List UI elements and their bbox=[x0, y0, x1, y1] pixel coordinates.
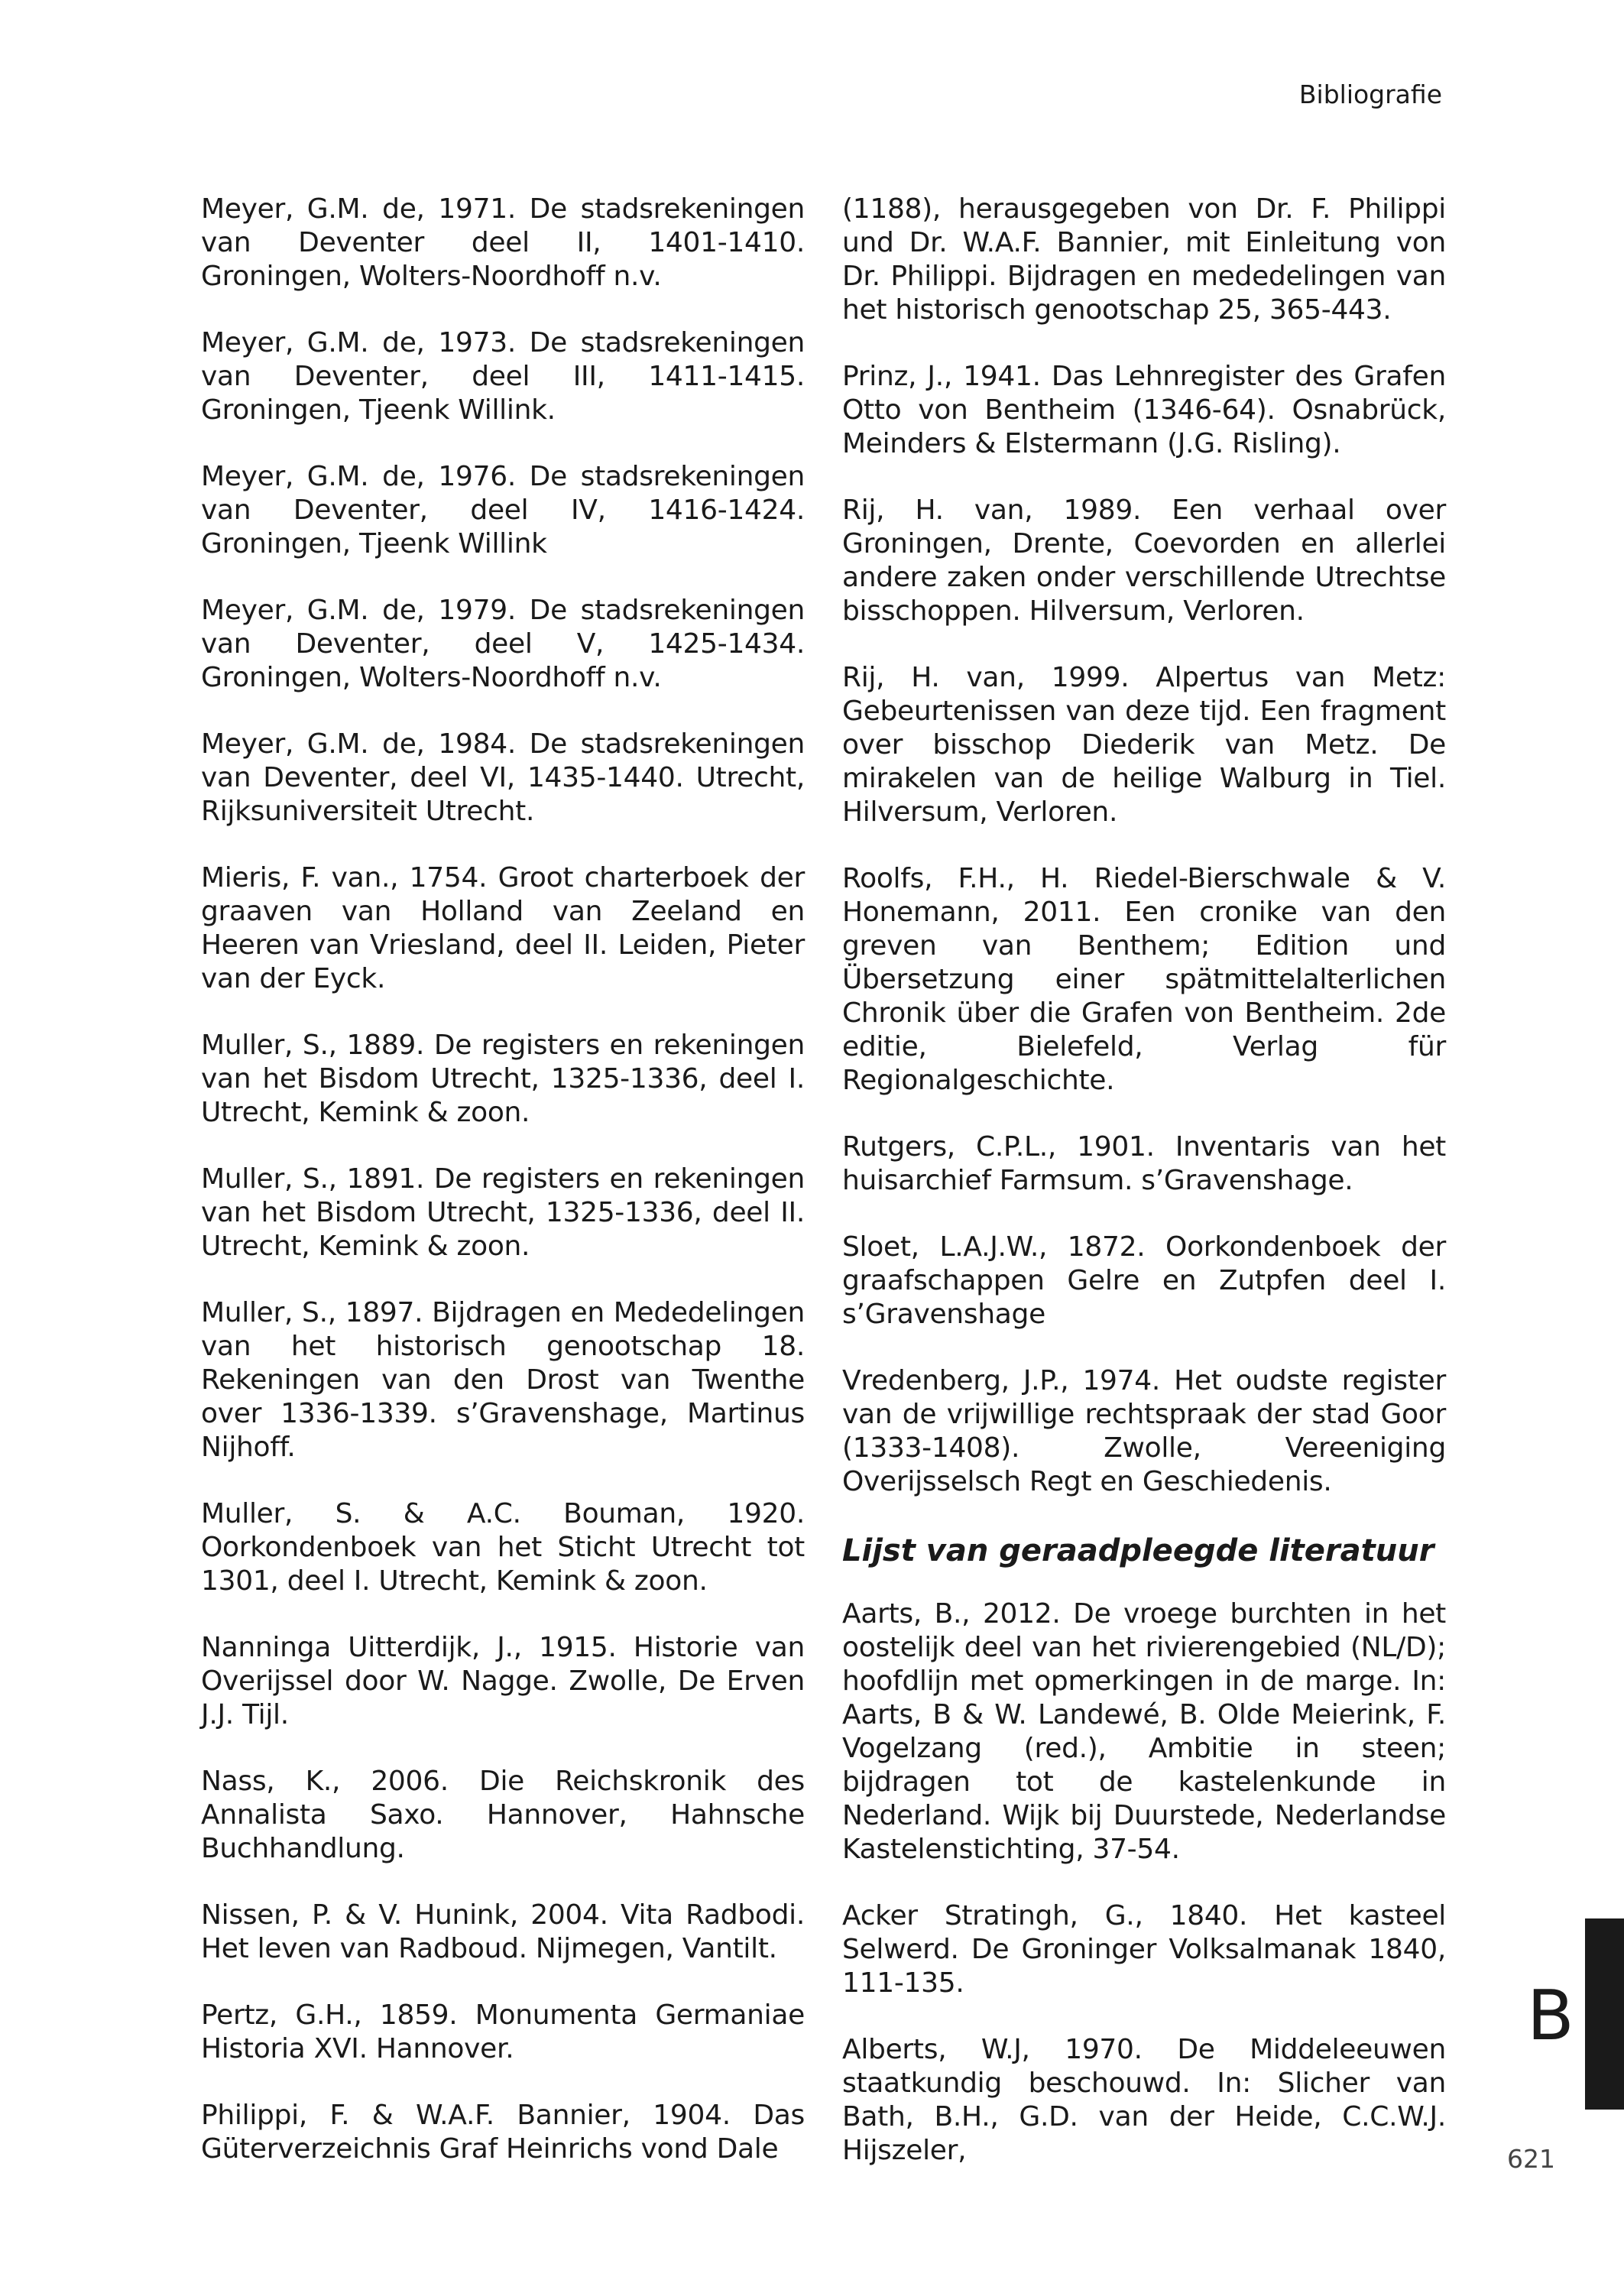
page-number: 621 bbox=[1507, 2144, 1555, 2174]
bibliography-entry: Prinz, J., 1941. Das Lehnregister des Grafen Otto von Bentheim (1346-64). Osnabrück, Meinders & Elstermann (J.G. Risling). bbox=[842, 361, 1446, 459]
bibliography-entry: Sloet, L.A.J.W., 1872. Oorkondenboek der graafschappen Gelre en Zutpfen deel I. s’Gravenshage bbox=[842, 1231, 1446, 1330]
bibliography-entry: Muller, S., 1891. De registers en rekeningen van het Bisdom Utrecht, 1325-1336, deel II. Utrecht, Kemink & zoon. bbox=[201, 1163, 805, 1262]
bibliography-entry: Acker Stratingh, G., 1840. Het kasteel Selwerd. De Groninger Volksalmanak 1840, 111-135. bbox=[842, 1900, 1446, 1999]
bibliography-entry: Nass, K., 2006. Die Reichskronik des Annalista Saxo. Hannover, Hahnsche Buchhandlung. bbox=[201, 1766, 805, 1864]
section-heading: Lijst van geraadpleegde literatuur bbox=[842, 1533, 1434, 1568]
bibliography-entry: Aarts, B., 2012. De vroege burchten in het oostelijk deel van het rivierengebied (NL/D); hoofdlijn met opmerkingen in de marge. In: Aarts, B & W. Landewé, B. Olde Meierink, F. Vogelzang (red.), Ambitie in steen; bijdragen tot de kastelenkunde in Nederland. Wijk bij Duurstede, Nederlandse Kastelenstichting, 37-54. bbox=[842, 1598, 1446, 1865]
thumb-index-letter: B bbox=[1527, 1976, 1574, 2056]
bibliography-entry: Meyer, G.M. de, 1979. De stadsrekeningen van Deventer, deel V, 1425-1434. Groningen, Wolters-Noordhoff n.v. bbox=[201, 595, 805, 693]
thumb-index-tab bbox=[1585, 1918, 1624, 2110]
bibliography-entry: (1188), herausgegeben von Dr. F. Philippi und Dr. W.A.F. Bannier, mit Einleitung von Dr. Philippi. Bijdragen en mededelingen van het historisch genootschap 25, 365-443. bbox=[842, 193, 1446, 326]
bibliography-entry: Meyer, G.M. de, 1976. De stadsrekeningen van Deventer, deel IV, 1416-1424. Groningen, Tjeenk Willink bbox=[201, 461, 805, 559]
bibliography-entry: Nissen, P. & V. Hunink, 2004. Vita Radbodi. Het leven van Radboud. Nijmegen, Vantilt. bbox=[201, 1899, 805, 1964]
bibliography-entry: Muller, S., 1889. De registers en rekeningen van het Bisdom Utrecht, 1325-1336, deel I. Utrecht, Kemink & zoon. bbox=[201, 1030, 805, 1128]
bibliography-entry: Mieris, F. van., 1754. Groot charterboek der graaven van Holland van Zeeland en Heeren van Vriesland, deel II. Leiden, Pieter van der Eyck. bbox=[201, 862, 805, 994]
bibliography-entry: Roolfs, F.H., H. Riedel-Bierschwale & V. Honemann, 2011. Een cronike van den greven van Benthem; Edition und Übersetzung einer spätmittelalterlichen Chronik über die Grafen von Bentheim. 2de editie, Bielefeld, Verlag für Regionalgeschichte. bbox=[842, 863, 1446, 1096]
bibliography-entry: Meyer, G.M. de, 1984. De stadsrekeningen van Deventer, deel VI, 1435-1440. Utrecht, Rijksuniversiteit Utrecht. bbox=[201, 728, 805, 827]
bibliography-entry: Nanninga Uitterdijk, J., 1915. Historie van Overijssel door W. Nagge. Zwolle, De Erven J.J. Tijl. bbox=[201, 1632, 805, 1730]
bibliography-entry: Alberts, W.J, 1970. De Middeleeuwen staatkundig beschouwd. In: Slicher van Bath, B.H., G.D. van der Heide, C.C.W.J. Hijszeler, bbox=[842, 2034, 1446, 2166]
bibliography-entry: Meyer, G.M. de, 1971. De stadsrekeningen van Deventer deel II, 1401-1410. Groningen, Wolters-Noordhoff n.v. bbox=[201, 193, 805, 292]
bibliography-entry: Meyer, G.M. de, 1973. De stadsrekeningen van Deventer, deel III, 1411-1415. Groningen, Tjeenk Willink. bbox=[201, 327, 805, 426]
bibliography-entry: Rij, H. van, 1989. Een verhaal over Groningen, Drente, Coevorden en allerlei andere zaken onder verschillende Utrechtse bisschoppen. Hilversum, Verloren. bbox=[842, 495, 1446, 627]
bibliography-entry: Rutgers, C.P.L., 1901. Inventaris van het huisarchief Farmsum. s’Gravenshage. bbox=[842, 1131, 1446, 1196]
bibliography-entry: Muller, S. & A.C. Bouman, 1920. Oorkondenboek van het Sticht Utrecht tot 1301, deel I. Utrecht, Kemink & zoon. bbox=[201, 1498, 805, 1597]
bibliography-entry: Rij, H. van, 1999. Alpertus van Metz: Gebeurtenissen van deze tijd. Een fragment over bisschop Diederik van Metz. De mirakelen van de heilige Walburg in Tiel. Hilversum, Verloren. bbox=[842, 662, 1446, 828]
bibliography-entry: Vredenberg, J.P., 1974. Het oudste register van de vrijwillige rechtspraak der stad Goor (1333-1408). Zwolle, Vereeniging Overijsselsch Regt en Geschiedenis. bbox=[842, 1365, 1446, 1497]
bibliography-entry: Philippi, F. & W.A.F. Bannier, 1904. Das Güterverzeichnis Graf Heinrichs vond Dale bbox=[201, 2100, 805, 2165]
left-column bbox=[201, 193, 805, 2199]
bibliography-entry: Muller, S., 1897. Bijdragen en Mededelingen van het historisch genootschap 18. Rekeningen van den Drost van Twenthe over 1336-1339. s’Gravenshage, Martinus Nijhoff. bbox=[201, 1297, 805, 1463]
running-header: Bibliografie bbox=[1298, 79, 1442, 109]
right-column bbox=[842, 193, 1446, 2201]
bibliography-entry: Pertz, G.H., 1859. Monumenta Germaniae Historia XVI. Hannover. bbox=[201, 1999, 805, 2064]
